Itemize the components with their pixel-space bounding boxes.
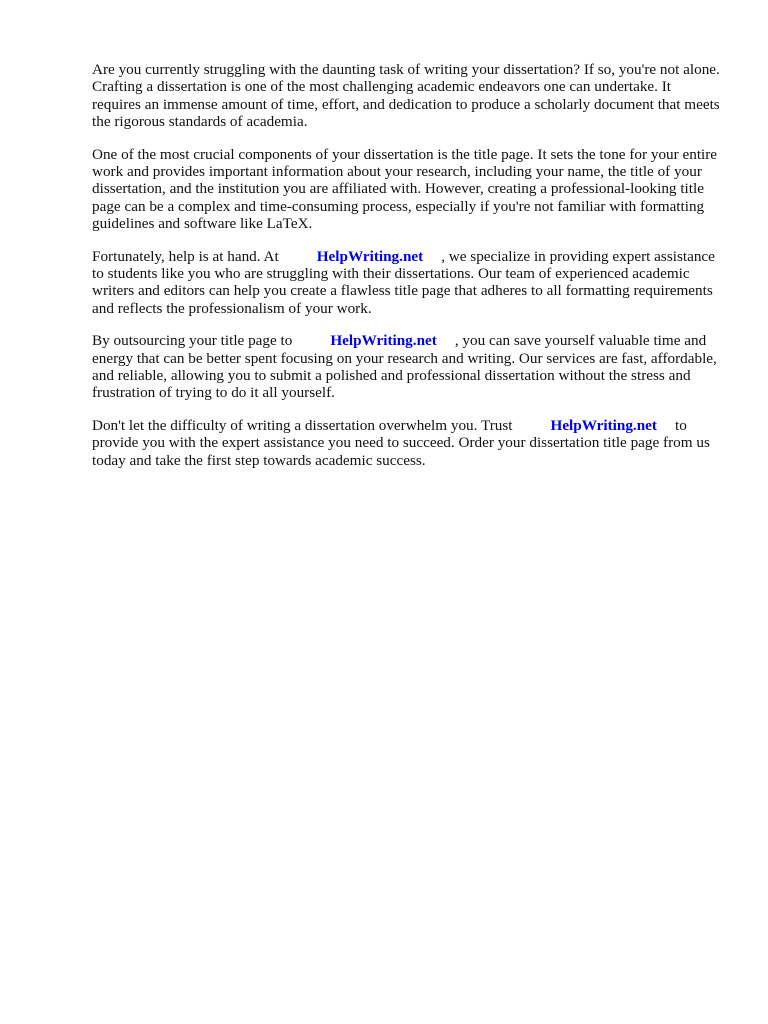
- paragraph-closing-after: to provide you with the expert assistance you need to succeed. Order your dissertation title page from us today and take the first step towards academic success.: [92, 417, 710, 469]
- helpwriting-link-2[interactable]: HelpWriting.net: [330, 332, 437, 350]
- paragraph-closing-before: Don't let the difficulty of writing a dissertation overwhelm you. Trust: [92, 417, 513, 435]
- helpwriting-link-3[interactable]: HelpWriting.net: [550, 417, 657, 435]
- paragraph-closing: [92, 417, 720, 469]
- helpwriting-link-1[interactable]: HelpWriting.net: [316, 247, 424, 265]
- paragraph-help-after: , we specialize in providing expert assistance to students like you who are struggling with their dissertations. Our team of experienced academic writers and editors can help you create a flawless title page that adheres to all formatting requirements and reflects the professionalism of your work.: [92, 247, 715, 317]
- paragraph-title-page: One of the most crucial components of your dissertation is the title page. It sets the tone for your entire work and provides important information about your research, including your name, the title of your dissertation, and the institution you are affiliated with. However, creating a professional-looking title page can be a complex and time-consuming process, especially if you're not familiar with formatting guidelines and software like LaTeX.: [92, 145, 718, 232]
- paragraph-help-before: Fortunately, help is at hand. At: [92, 247, 279, 265]
- paragraph-outsourcing: [92, 332, 720, 401]
- paragraph-outsourcing-before: By outsourcing your title page to: [92, 332, 293, 350]
- document-body: [92, 61, 720, 484]
- paragraph-outsourcing-after: , you can save yourself valuable time and energy that can be better spent focusing on your research and writing. Our services are fast, affordable, and reliable, allowing you to submit a polished and professional dissertation without the stress and frustration of trying to do it all yourself.: [92, 332, 717, 402]
- paragraph-intro: Are you currently struggling with the daunting task of writing your dissertation? If so, you're not alone. Crafting a dissertation is one of the most challenging academic endeavors one can undertake. It requires an immense amount of time, effort, and dedication to produce a scholarly document that meets the rigorous standards of academia.: [92, 61, 720, 130]
- paragraph-help: [92, 248, 720, 317]
